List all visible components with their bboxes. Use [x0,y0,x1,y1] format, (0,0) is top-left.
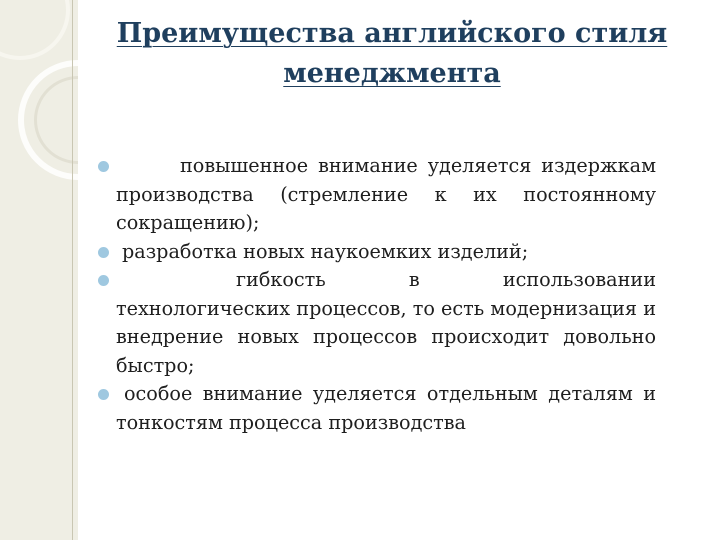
bullet-text: гибкость в использовании технологических процессов, то есть модернизация и внедрение новых процессов происходит довольно быстро; [116,268,656,377]
bullet-text: особое внимание уделяется отдельным деталям и тонкостям процесса производства [116,382,656,434]
bullet-dot-icon [98,161,109,172]
bullet-item [94,380,656,437]
bullet-text: разработка новых наукоемких изделий; [122,239,529,263]
bullet-item [94,238,656,267]
decorative-side-panel [0,0,78,540]
slide-title-line-2: менеджмента [283,58,501,89]
slide-title-line-1: Преимущества английского стиля [116,18,668,49]
side-divider [72,0,73,540]
bullet-dot-icon [98,247,109,258]
slide-title [92,14,692,94]
bullet-dot-icon [98,389,109,400]
bullet-item [94,266,656,380]
decorative-ring-icon [0,0,70,60]
bullet-item [94,152,656,238]
bullet-text: повышенное внимание уделяется издержкам производства (стремление к их постоянному сокращению); [116,154,656,234]
bullet-dot-icon [98,275,109,286]
bullet-list [94,152,656,437]
